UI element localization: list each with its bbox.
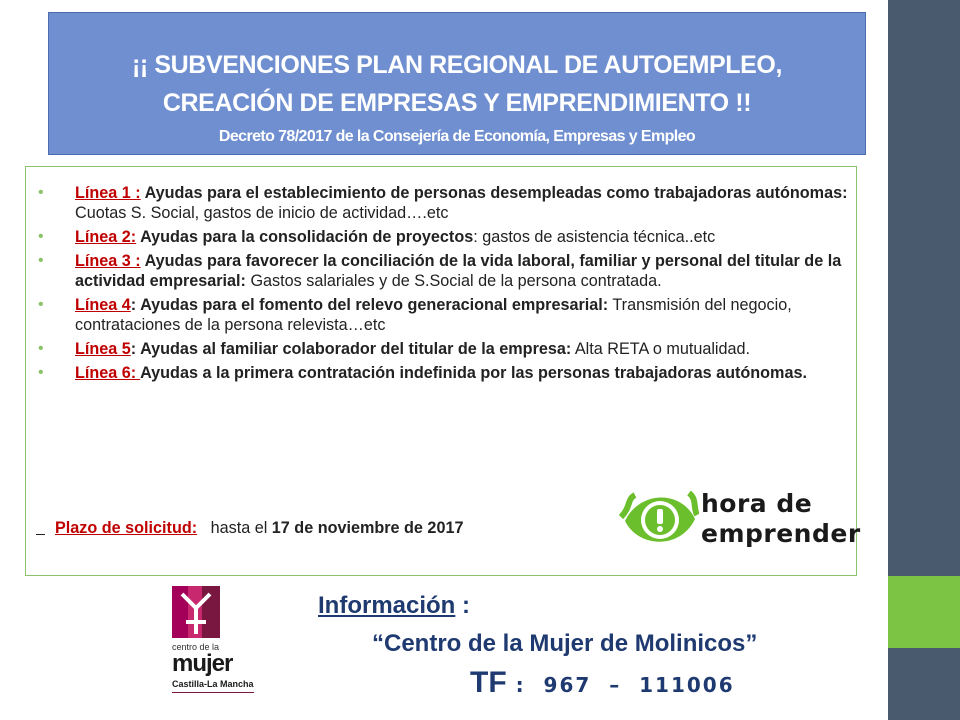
linea-detail: Gastos salariales y de S.Social de la persona contratada. [245, 272, 662, 290]
bullet-icon: • [38, 252, 44, 269]
tf-label: TF [470, 666, 507, 699]
plazo-date: 17 de noviembre de 2017 [271, 519, 464, 537]
bullet-icon: • [38, 184, 44, 201]
plazo-text: hasta el [197, 519, 272, 537]
plazo-label: Plazo de solicitud: [55, 519, 198, 537]
list-item [38, 251, 868, 291]
decree-subtitle: Decreto 78/2017 de la Consejería de Economía, Empresas y Empleo [218, 128, 696, 145]
linea-title: Ayudas para la consolidación de proyectos [136, 228, 474, 246]
linea-title: : Ayudas al familiar colaborador del titular de la empresa: [130, 340, 572, 358]
linea-label: Línea 1 : [75, 184, 141, 202]
bullet-icon: • [38, 228, 44, 245]
underline-mark [36, 519, 45, 537]
linea-label: Línea 5 [75, 340, 131, 358]
side-bar-green-accent [888, 576, 960, 648]
linea-label: Línea 3 : [75, 252, 141, 270]
linea-title: Ayudas para favorecer la conciliación de la vida laboral, familiar y personal del titular de la actividad empresarial: [75, 252, 842, 290]
linea-detail: Transmisión del negocio, contrataciones de la persona relevista…etc [75, 296, 792, 334]
linea-label: Línea 6: [75, 364, 141, 382]
linea-detail: Cuotas S. Social, gastos de inicio de actividad….etc [75, 204, 449, 222]
title-line-2: CREACIÓN DE EMPRESAS Y EMPRENDIMIENTO !! [162, 89, 752, 117]
bullet-icon: • [38, 364, 44, 381]
list-item [38, 295, 868, 335]
list-item [38, 363, 868, 383]
logo-centro-text: centro de la [172, 642, 220, 652]
bullet-icon: • [38, 296, 44, 313]
logo-text-line-2: emprender [701, 519, 861, 548]
logo-region-text: Castilla-La Mancha [172, 679, 254, 689]
eye-icon [619, 477, 699, 559]
linea-detail: Alta RETA o mutualidad. [571, 340, 751, 358]
linea-label: Línea 2: [75, 228, 137, 246]
linea-title: Ayudas a la primera contratación indefinida por las personas trabajadoras autónomas. [140, 364, 807, 382]
lineas-list [38, 183, 868, 387]
list-item [38, 339, 868, 359]
logo-text-line-1: hora de [701, 489, 813, 518]
centro-name: “Centro de la Mujer de Molinicos” [372, 630, 758, 657]
title-line-1: ¡¡ SUBVENCIONES PLAN REGIONAL DE AUTOEMPLEO, [131, 51, 783, 79]
list-item [38, 183, 868, 223]
tf-number: : 967 – 111006 [506, 673, 735, 697]
logo-mujer-text: mujer [172, 650, 233, 677]
linea-title: : Ayudas para el fomento del relevo generacional empresarial: [130, 296, 609, 314]
list-item [38, 227, 868, 247]
linea-detail: : gastos de asistencia técnica..etc [473, 228, 716, 246]
bullet-icon: • [38, 340, 44, 357]
hora-de-emprender-logo [617, 477, 861, 559]
phone-line [470, 666, 735, 700]
info-heading [318, 592, 470, 620]
logo-underline [172, 692, 254, 693]
linea-label: Línea 4 [75, 296, 131, 314]
centro-mujer-logo [170, 582, 254, 695]
info-colon: : [455, 592, 471, 619]
linea-title: Ayudas para el establecimiento de personas desempleadas como trabajadoras autónomas: [140, 184, 848, 202]
info-label: Información [318, 592, 456, 619]
women-symbol-icon [170, 582, 254, 642]
plazo-solicitud [36, 519, 463, 538]
title-banner [48, 12, 866, 155]
